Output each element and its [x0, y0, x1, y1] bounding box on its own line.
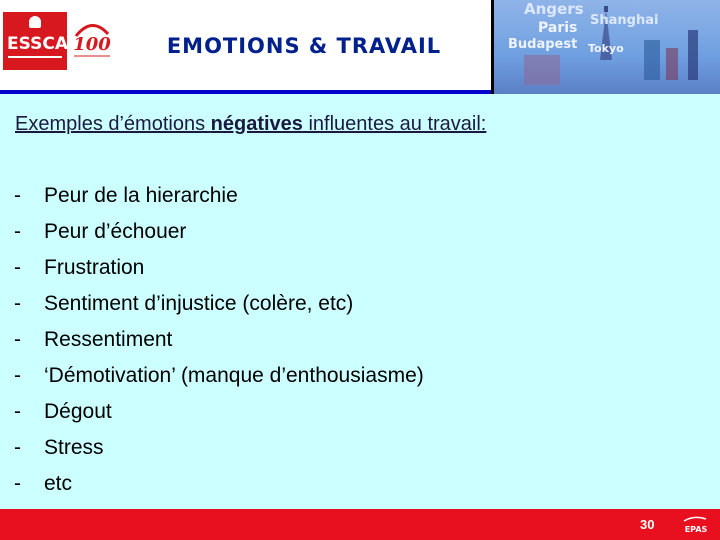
city-word: Budapest — [508, 37, 578, 52]
list-item — [14, 325, 424, 361]
city-word: Paris — [538, 20, 578, 36]
cities-banner — [491, 0, 720, 94]
list-item-text: Sentiment d’injustice (colère, etc) — [44, 292, 354, 315]
bullet-dash: - — [14, 364, 21, 387]
epas-logo-text: EPAS — [684, 525, 708, 534]
list-item-text: ‘Démotivation’ (manque d’enthousiasme) — [44, 364, 424, 387]
list-item — [14, 289, 424, 325]
centenary-logo — [70, 14, 114, 68]
emotion-list — [14, 181, 424, 505]
subtitle-emphasis: négatives — [210, 113, 303, 135]
list-item — [14, 361, 424, 397]
bullet-dash: - — [14, 472, 21, 495]
list-item — [14, 217, 424, 253]
list-item-text: Ressentiment — [44, 328, 173, 351]
list-item — [14, 397, 424, 433]
list-item — [14, 253, 424, 289]
centenary-logo-text: 100 — [73, 34, 111, 55]
slide-title: EMOTIONS & TRAVAIL — [166, 34, 442, 58]
essca-logo-text: ESSCA — [7, 34, 68, 54]
subtitle-text: Exemples d’émotions — [15, 113, 211, 135]
slide-header — [0, 0, 720, 93]
bullet-dash: - — [14, 400, 21, 423]
bullet-dash: - — [14, 292, 21, 315]
subtitle-text-end: influentes au travail: — [302, 113, 487, 135]
logo-divider — [8, 56, 62, 58]
list-item-text: etc — [44, 472, 73, 495]
header-rule — [0, 90, 494, 94]
list-item-text: Peur de la hierarchie — [44, 184, 238, 207]
slide-footer — [0, 509, 720, 540]
city-word: Shanghai — [590, 13, 659, 28]
list-item-text: Peur d’échouer — [44, 220, 187, 243]
bullet-dash: - — [14, 184, 21, 207]
bullet-dash: - — [14, 328, 21, 351]
list-item-text: Stress — [44, 436, 104, 459]
page-number: 30 — [640, 517, 655, 532]
list-item — [14, 469, 424, 505]
crest-icon — [29, 16, 41, 28]
bullet-dash: - — [14, 220, 21, 243]
slide-subtitle — [15, 113, 486, 136]
essca-logo — [3, 12, 67, 70]
list-item — [14, 181, 424, 217]
bullet-dash: - — [14, 436, 21, 459]
city-word: Tokyo — [588, 42, 624, 55]
list-item-text: Dégout — [44, 400, 112, 423]
epas-logo — [676, 513, 716, 537]
list-item-text: Frustration — [44, 256, 145, 279]
bullet-dash: - — [14, 256, 21, 279]
city-word: Angers — [524, 0, 584, 18]
list-item — [14, 433, 424, 469]
